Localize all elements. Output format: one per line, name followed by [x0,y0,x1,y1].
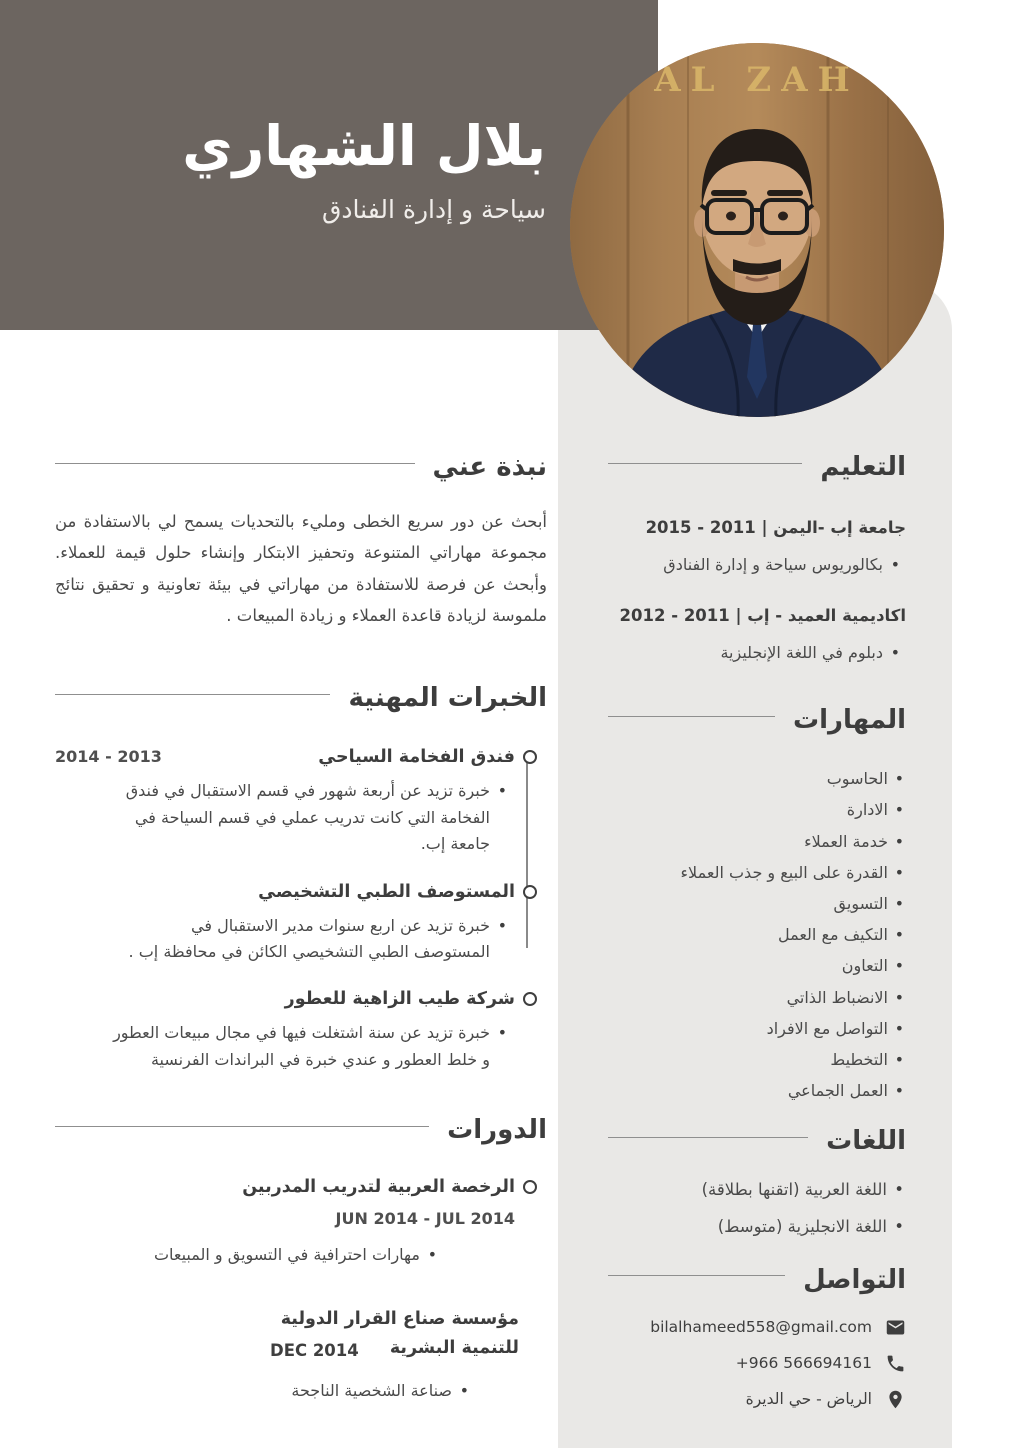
photo-badge-text: AL ZAH [654,60,860,100]
skill-item: • التسويق [608,894,904,913]
contact-location-row [608,1389,906,1410]
skill-item: • العمل الجماعي [608,1081,904,1100]
language-item: • اللغة العربية (اتقنها بطلاقة) [608,1178,904,1201]
contact-heading [608,1265,906,1295]
course-period: JUN 2014 - JUL 2014 [335,1209,515,1229]
skill-item: • الانضباط الذاتي [608,988,904,1007]
location-pin-icon [885,1389,906,1410]
header-banner [0,0,658,330]
education-school: اكاديمية العميد - إب | 2011 - 2012 [619,605,906,625]
about-heading [55,452,547,482]
skill-item: • القدرة على البيع و جذب العملاء [608,863,904,882]
email-icon [885,1317,906,1338]
experience-description: • خبرة تزيد عن اربع سنوات مدير الاستقبال في المستوصف الطبي التشخيصي الكائن في محافظة إب . [110,913,507,966]
experience-heading [55,683,547,713]
contact-location: الرياض - حي الديرة [745,1390,872,1409]
about-title: نبذة عني [432,452,547,482]
header-text [182,112,546,224]
courses-title: الدورات [447,1115,547,1146]
skills-section [608,705,906,1100]
experience-item [55,882,547,966]
experience-section [55,683,547,1073]
course-name: الرخصة العربية لتدريب المدربين [242,1177,515,1198]
skills-list [608,769,906,1100]
experience-description: • خبرة تزيد عن أربعة شهور في قسم الاستقبال في فندق الفخامة التي كانت تدريب عملي في قسم السياحة في جامعة إب. [110,778,507,857]
contact-section [608,1265,906,1410]
about-section [55,452,547,631]
skill-item: • خدمة العملاء [608,832,904,851]
heading-rule [55,1126,429,1127]
avatar-illustration [570,43,944,417]
skill-item: • التخطيط [608,1050,904,1069]
contact-phone[interactable]: +966 566694161 [735,1354,872,1373]
skill-item: • التكيف مع العمل [608,925,904,944]
experience-timeline [55,747,547,1073]
skill-item: • الادارة [608,800,904,819]
experience-company: المستوصف الطبي التشخيصي [258,881,515,902]
languages-list [608,1178,906,1238]
course-item [55,1305,547,1405]
course-name: مؤسسة صناع القرار الدولية للتنمية البشرية [280,1308,519,1359]
profile-photo [570,43,944,417]
timeline-dot [523,750,537,764]
education-title: التعليم [820,452,906,482]
experience-company: شركة طيب الزاهية للعطور [284,989,515,1010]
contact-email-row [608,1317,906,1338]
heading-rule [608,1137,808,1138]
timeline-dot [523,885,537,899]
languages-section [608,1126,906,1238]
heading-rule [608,463,802,464]
about-text: أبحث عن دور سريع الخطى ومليء بالتحديات يسمح لي بالاستفادة من مجموعة مهاراتي المتنوعة وتحفيز الابتكار وإنشاء حلول قيمة للعملاء. وأبحث عن فرصة للاستفادة من مهاراتي في بيئة تعاونية و تحقيق نتائج ملموسة لزيادة قاعدة العملاء و زيادة المبيعات . [55,512,547,626]
course-dot [523,1180,537,1194]
education-heading [608,452,906,482]
contact-email[interactable]: bilalhameed558@gmail.com [650,1318,872,1337]
skills-title: المهارات [792,705,906,736]
main-column [55,452,547,1404]
heading-rule [55,463,415,464]
sidebar-panel [558,282,952,1448]
contact-list [608,1317,906,1410]
timeline-dot [523,992,537,1006]
course-period: DEC 2014 [270,1341,359,1360]
experience-item [55,747,547,857]
education-section [608,452,906,665]
experience-description: • خبرة تزيد عن سنة اشتغلت فيها في مجال مبيعات العطور و خلط العطور و عندي خبرة في البراندات الفرنسية [110,1020,507,1073]
phone-icon [885,1353,906,1374]
person-profession: سياحة و إدارة الفنادق [322,194,546,224]
experience-item [55,989,547,1073]
courses-heading [55,1115,547,1145]
contact-phone-row [608,1353,906,1374]
language-item: • اللغة الانجليزية (متوسط) [608,1215,904,1238]
languages-title: اللغات [826,1126,906,1157]
skills-heading [608,705,906,735]
experience-title: الخبرات المهنية [348,683,547,714]
skill-item: • الحاسوب [608,769,904,788]
education-school: جامعة إب -اليمن | 2011 - 2015 [645,518,906,537]
skill-item: • التواصل مع الافراد [608,1019,904,1038]
person-name: بلال الشهاري [182,114,546,178]
experience-company: فندق الفخامة السياحي [318,747,515,768]
courses-section [55,1115,547,1404]
course-description: • مهارات احترافية في التسويق و المبيعات [55,1242,437,1268]
education-degree: • دبلوم في اللغة الإنجليزية [608,640,900,666]
heading-rule [55,694,330,695]
experience-period: 2013 - 2014 [55,747,162,767]
skill-item: • التعاون [608,956,904,975]
contact-title: التواصل [803,1264,906,1295]
course-description: • صناعة الشخصية الناجحة [55,1378,469,1404]
course-item [55,1177,547,1268]
languages-heading [608,1126,906,1156]
education-item [608,514,906,578]
education-item [608,602,906,666]
education-degree: • بكالوريوس سياحة و إدارة الفنادق [608,552,900,578]
heading-rule [608,716,775,717]
heading-rule [608,1275,785,1276]
